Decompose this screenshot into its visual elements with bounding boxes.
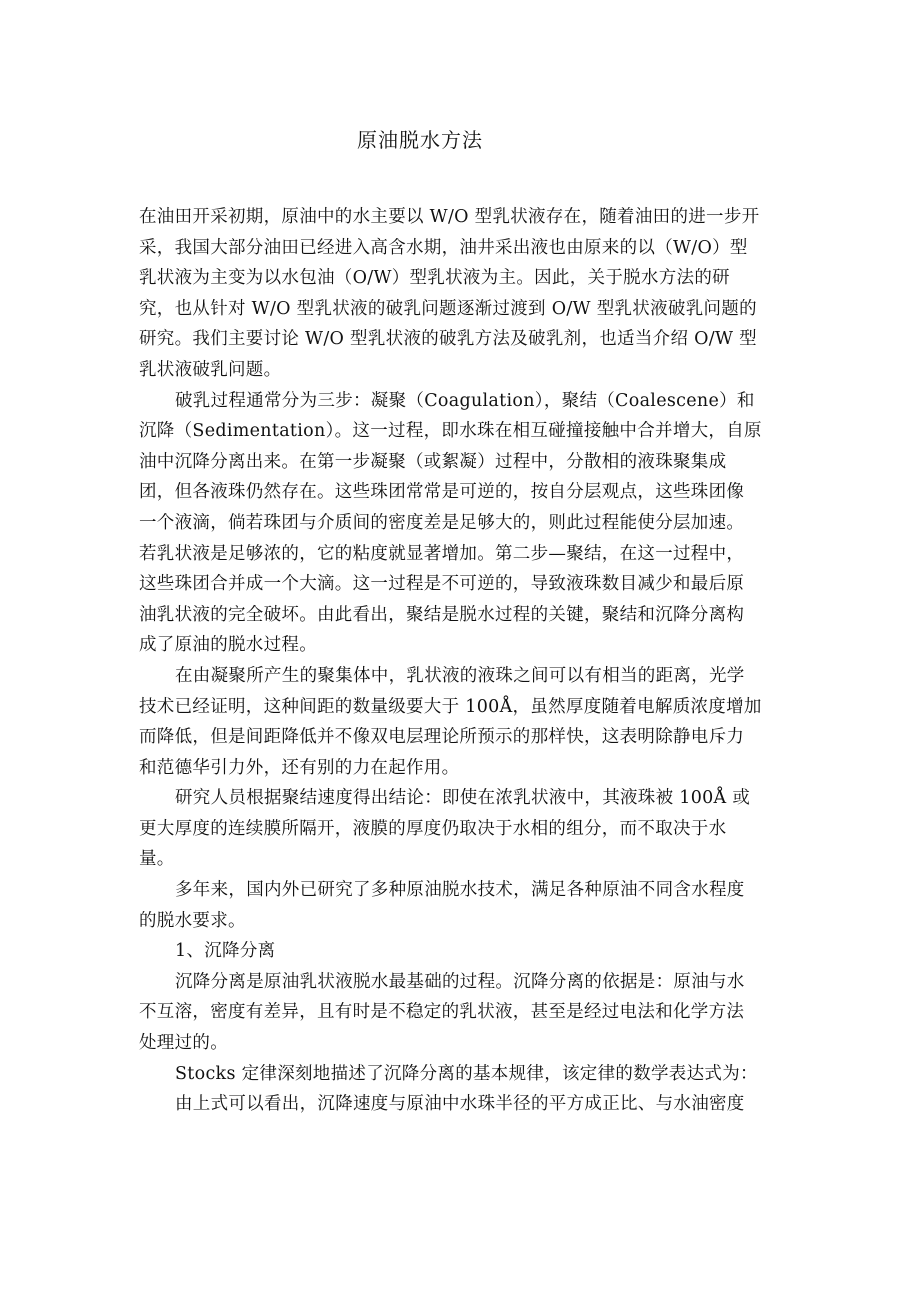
text-line: 破乳过程通常分为三步：凝聚（Coagulation），聚结（Coalescene）和 (175, 390, 755, 411)
text-line: Stocks 定律深刻地描述了沉降分离的基本规律，该定律的数学表达式为： (175, 1063, 758, 1084)
text-line: 而降低，但是间距降低并不像双电层理论所预示的那样快，这表明除静电斥力 (139, 727, 745, 748)
text-line: 油中沉降分离出来。在第一步凝聚（或絮凝）过程中，分散相的液珠聚集成 (139, 451, 727, 472)
text-line: 沉降（Sedimentation）。这一过程，即水珠在相互碰撞接触中合并增大，自原 (139, 421, 762, 442)
text-line: 量。 (139, 849, 175, 870)
section-heading-settling (139, 936, 779, 967)
paragraph-techniques (139, 875, 779, 936)
text-line: 更大厚度的连续膜所隔开，液膜的厚度仍取决于水相的组分，而不取决于水 (139, 818, 727, 839)
text-line: 处理过的。 (139, 1033, 228, 1054)
text-line: 采，我国大部分油田已经进入高含水期，油井采出液也由原来的以（W/O）型 (139, 237, 748, 258)
text-line: 乳状液破乳问题。 (139, 359, 282, 380)
paragraph-stokes (139, 1059, 779, 1090)
text-line: 一个液滴，倘若珠团与介质间的密度差是足够大的，则此过程能使分层加速。 (139, 512, 745, 533)
document-body (139, 202, 779, 1120)
text-line: 乳状液为主变为以水包油（O/W）型乳状液为主。因此，关于脱水方法的研 (139, 268, 730, 289)
text-line: 研究。我们主要讨论 W/O 型乳状液的破乳方法及破乳剂，也适当介绍 O/W 型 (139, 329, 757, 350)
text-line: 多年来，国内外已研究了多种原油脱水技术，满足各种原油不同含水程度 (175, 880, 745, 901)
paragraph-research (139, 783, 779, 875)
text-line: 的脱水要求。 (139, 910, 246, 931)
text-line: 由上式可以看出，沉降速度与原油中水珠半径的平方成正比、与水油密度 (175, 1094, 745, 1115)
text-line: 究，也从针对 W/O 型乳状液的破乳问题逐渐过渡到 O/W 型乳状液破乳问题的 (139, 298, 757, 319)
document-title: 原油脱水方法 (357, 128, 483, 152)
paragraph-settling (139, 967, 779, 1059)
text-line: 不互溶，密度有差异，且有时是不稳定的乳状液，甚至是经过电法和化学方法 (139, 1002, 745, 1023)
section-heading-text: 1、沉降分离 (175, 941, 276, 962)
text-line: 若乳状液是足够浓的，它的粘度就显著增加。第二步—聚结，在这一过程中， (139, 543, 745, 564)
paragraph-conclusion (139, 1089, 779, 1120)
text-line: 成了原油的脱水过程。 (139, 635, 317, 656)
text-line: 研究人员根据聚结速度得出结论：即使在浓乳状液中，其液珠被 100Å 或 (175, 788, 751, 809)
text-line: 和范德华引力外，还有别的力在起作用。 (139, 757, 460, 778)
text-line: 技术已经证明，这种间距的数量级要大于 100Å，虽然厚度随着电解质浓度增加 (139, 696, 762, 717)
text-line: 油乳状液的完全破坏。由此看出，聚结是脱水过程的关键，聚结和沉降分离构 (139, 604, 745, 625)
paragraph-intro (139, 202, 779, 386)
text-line: 团，但各液珠仍然存在。这些珠团常常是可逆的，按自分层观点，这些珠团像 (139, 482, 745, 503)
text-line: 在由凝聚所产生的聚集体中，乳状液的液珠之间可以有相当的距离，光学 (175, 665, 745, 686)
paragraph-aggregate (139, 661, 779, 783)
paragraph-three-steps (139, 386, 779, 661)
text-line: 在油田开采初期，原油中的水主要以 W/O 型乳状液存在，随着油田的进一步开 (139, 207, 760, 227)
text-line: 沉降分离是原油乳状液脱水最基础的过程。沉降分离的依据是：原油与水 (175, 971, 745, 992)
text-line: 这些珠团合并成一个大滴。这一过程是不可逆的，导致液珠数目减少和最后原 (139, 574, 745, 595)
